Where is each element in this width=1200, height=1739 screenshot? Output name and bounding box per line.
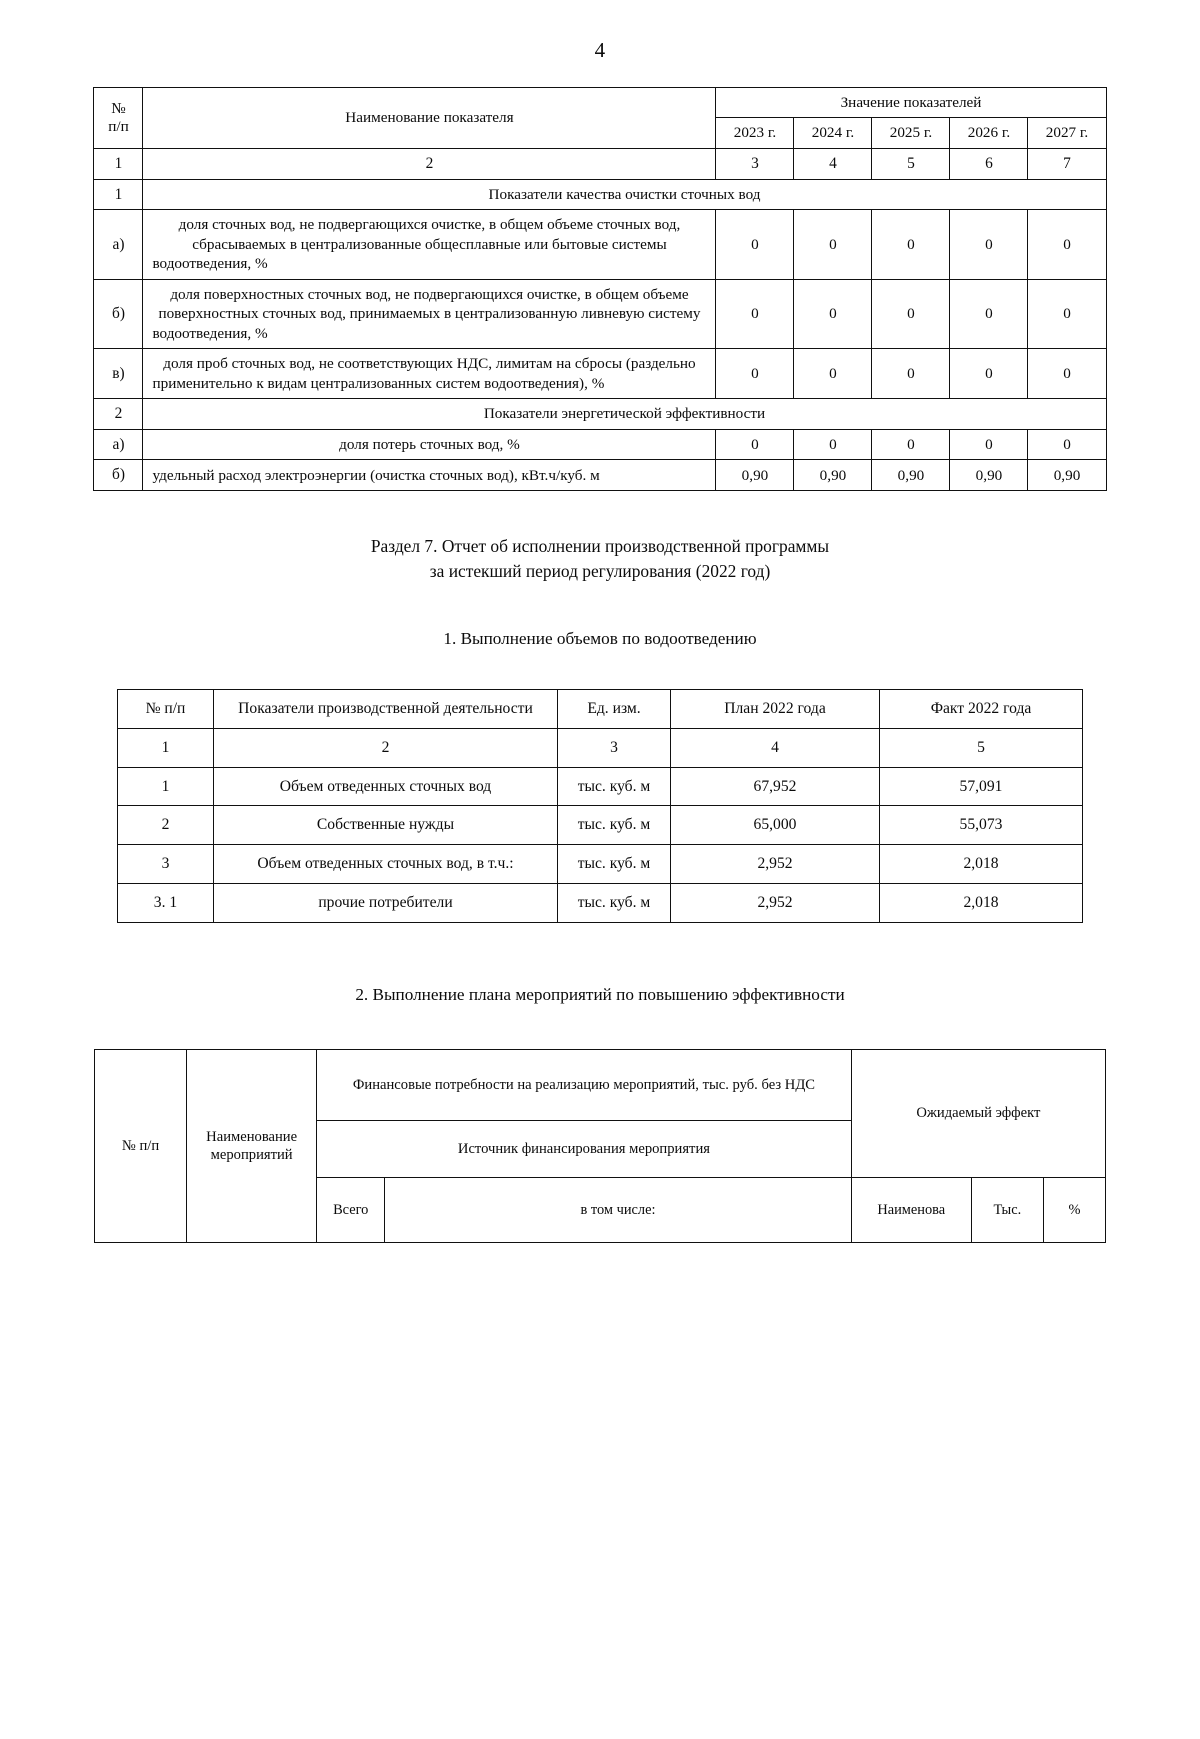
row-group-title: Показатели качества очистки сточных вод xyxy=(143,179,1106,210)
row-indicator-text: доля сточных вод, не подвергающихся очистке, в общем объеме сточных вод, сбрасываемых в централизованные общесплавные или бытовые системы водоотведения, % xyxy=(143,210,716,279)
row-plan: 2,952 xyxy=(671,845,880,884)
row-value-2024: 0 xyxy=(794,349,872,399)
row-index: в) xyxy=(94,349,143,399)
header-measure-name-line2: мероприятий xyxy=(210,1147,293,1164)
header-cell-number: № п/п xyxy=(118,689,214,728)
table-column-numbers-row xyxy=(94,148,1106,179)
col-num-6: 6 xyxy=(950,148,1028,179)
row-value-2025: 0 xyxy=(872,210,950,279)
row-value-2027: 0 xyxy=(1028,279,1106,348)
row-name: Объем отведенных сточных вод xyxy=(214,767,558,806)
header-cell-effect-name: Наименова xyxy=(851,1178,971,1243)
header-cell-plan-2022: План 2022 года xyxy=(671,689,880,728)
section7-title xyxy=(0,534,1200,584)
section7-title-line2: за истекший период регулирования (2022 год) xyxy=(429,561,771,582)
table-row xyxy=(94,210,1106,279)
header-year-2025: 2025 г. xyxy=(872,118,950,148)
row-value-2027: 0 xyxy=(1028,210,1106,279)
row-value-2026: 0 xyxy=(950,429,1028,460)
row-index: 2 xyxy=(94,398,143,429)
row-value-2027: 0,90 xyxy=(1028,460,1106,491)
row-value-2026: 0 xyxy=(950,349,1028,399)
header-cell-number: № п/п xyxy=(95,1050,187,1243)
row-group-title: Показатели энергетической эффективности xyxy=(143,398,1106,429)
row-plan: 65,000 xyxy=(671,806,880,845)
page-number: 4 xyxy=(594,38,606,62)
header-cell-measure-name xyxy=(187,1050,317,1243)
row-indicator-text: доля потерь сточных вод, % xyxy=(143,429,716,460)
row-name: Собственные нужды xyxy=(214,806,558,845)
row-value-2026: 0,90 xyxy=(950,460,1028,491)
col-num-3: 3 xyxy=(558,728,671,767)
row-value-2025: 0 xyxy=(872,279,950,348)
row-fact: 57,091 xyxy=(880,767,1083,806)
row-value-2024: 0,90 xyxy=(794,460,872,491)
row-value-2024: 0 xyxy=(794,210,872,279)
subsection1-title: 1. Выполнение объемов по водоотведению xyxy=(443,628,757,648)
row-name: Объем отведенных сточных вод, в т.ч.: xyxy=(214,845,558,884)
header-cell-fact-2022: Факт 2022 года xyxy=(880,689,1083,728)
row-value-2027: 0 xyxy=(1028,429,1106,460)
col-num-4: 4 xyxy=(794,148,872,179)
volumes-table xyxy=(117,689,1083,924)
row-value-2023: 0 xyxy=(716,429,794,460)
row-index: б) xyxy=(94,279,143,348)
row-index: а) xyxy=(94,210,143,279)
table-row xyxy=(94,179,1106,210)
table-row xyxy=(118,845,1083,884)
row-plan: 2,952 xyxy=(671,884,880,923)
header-cell-unit: Ед. изм. xyxy=(558,689,671,728)
measures-table xyxy=(94,1049,1106,1243)
row-index: 1 xyxy=(118,767,214,806)
row-index: б) xyxy=(94,460,143,491)
row-unit: тыс. куб. м xyxy=(558,767,671,806)
subsection2-title: 2. Выполнение плана мероприятий по повышению эффективности xyxy=(355,985,845,1005)
table-row xyxy=(118,767,1083,806)
row-index: а) xyxy=(94,429,143,460)
section7-title-line1: Раздел 7. Отчет об исполнении производственной программы xyxy=(370,536,830,557)
header-number-line2: п/п xyxy=(108,117,129,135)
indicators-table xyxy=(93,87,1106,491)
row-unit: тыс. куб. м xyxy=(558,884,671,923)
header-year-2027: 2027 г. xyxy=(1028,118,1106,148)
header-cell-number xyxy=(94,88,143,149)
header-cell-effect-thousand: Тыс. xyxy=(971,1178,1043,1243)
table-row xyxy=(94,460,1106,491)
row-value-2026: 0 xyxy=(950,210,1028,279)
header-cell-financial-needs: Финансовые потребности на реализацию мероприятий, тыс. руб. без НДС xyxy=(317,1050,852,1121)
row-fact: 2,018 xyxy=(880,845,1083,884)
row-unit: тыс. куб. м xyxy=(558,845,671,884)
table-row xyxy=(118,884,1083,923)
row-plan: 67,952 xyxy=(671,767,880,806)
row-value-2027: 0 xyxy=(1028,349,1106,399)
col-num-7: 7 xyxy=(1028,148,1106,179)
row-indicator-text: доля поверхностных сточных вод, не подвергающихся очистке, в общем объеме поверхностных сточных вод, принимаемых в централизованную ливневую систему водоотведения, % xyxy=(143,279,716,348)
row-value-2023: 0,90 xyxy=(716,460,794,491)
table-header-row-1 xyxy=(95,1050,1106,1121)
table-row xyxy=(94,279,1106,348)
header-measure-name-line1: Наименование xyxy=(206,1128,298,1145)
col-num-5: 5 xyxy=(872,148,950,179)
row-index: 1 xyxy=(94,179,143,210)
col-num-1: 1 xyxy=(94,148,143,179)
row-value-2024: 0 xyxy=(794,279,872,348)
col-num-4: 4 xyxy=(671,728,880,767)
header-year-2023: 2023 г. xyxy=(716,118,794,148)
header-year-2026: 2026 г. xyxy=(950,118,1028,148)
header-cell-total: Всего xyxy=(317,1178,385,1243)
row-indicator-text: удельный расход электроэнергии (очистка сточных вод), кВт.ч/куб. м xyxy=(143,460,716,491)
row-value-2025: 0 xyxy=(872,349,950,399)
col-num-2: 2 xyxy=(214,728,558,767)
row-value-2025: 0 xyxy=(872,429,950,460)
table-header-row xyxy=(94,88,1106,118)
row-index: 3. 1 xyxy=(118,884,214,923)
row-value-2023: 0 xyxy=(716,279,794,348)
row-fact: 55,073 xyxy=(880,806,1083,845)
row-index: 2 xyxy=(118,806,214,845)
row-index: 3 xyxy=(118,845,214,884)
col-num-3: 3 xyxy=(716,148,794,179)
table-row xyxy=(118,806,1083,845)
row-unit: тыс. куб. м xyxy=(558,806,671,845)
table-row xyxy=(94,429,1106,460)
header-year-2024: 2024 г. xyxy=(794,118,872,148)
col-num-2: 2 xyxy=(143,148,716,179)
header-cell-expected-effect: Ожидаемый эффект xyxy=(851,1050,1105,1178)
row-value-2026: 0 xyxy=(950,279,1028,348)
header-cell-effect-percent: % xyxy=(1043,1178,1105,1243)
header-cell-indicator-name: Наименование показателя xyxy=(143,88,716,149)
header-cell-funding-source: Источник финансирования мероприятия xyxy=(317,1121,852,1178)
header-cell-including: в том числе: xyxy=(385,1178,851,1243)
row-value-2023: 0 xyxy=(716,210,794,279)
document-page xyxy=(0,38,1200,1739)
row-name: прочие потребители xyxy=(214,884,558,923)
header-cell-values-group: Значение показателей xyxy=(716,88,1106,118)
row-indicator-text: доля проб сточных вод, не соответствующих НДС, лимитам на сбросы (раздельно применительно к видам централизованных систем водоотведения), % xyxy=(143,349,716,399)
row-value-2024: 0 xyxy=(794,429,872,460)
col-num-1: 1 xyxy=(118,728,214,767)
table-header-row xyxy=(118,689,1083,728)
col-num-5: 5 xyxy=(880,728,1083,767)
row-fact: 2,018 xyxy=(880,884,1083,923)
header-cell-activity-indicators: Показатели производственной деятельности xyxy=(214,689,558,728)
table-row xyxy=(94,349,1106,399)
table-row xyxy=(94,398,1106,429)
row-value-2025: 0,90 xyxy=(872,460,950,491)
row-value-2023: 0 xyxy=(716,349,794,399)
header-number-line1: № xyxy=(111,100,126,118)
table-column-numbers-row xyxy=(118,728,1083,767)
